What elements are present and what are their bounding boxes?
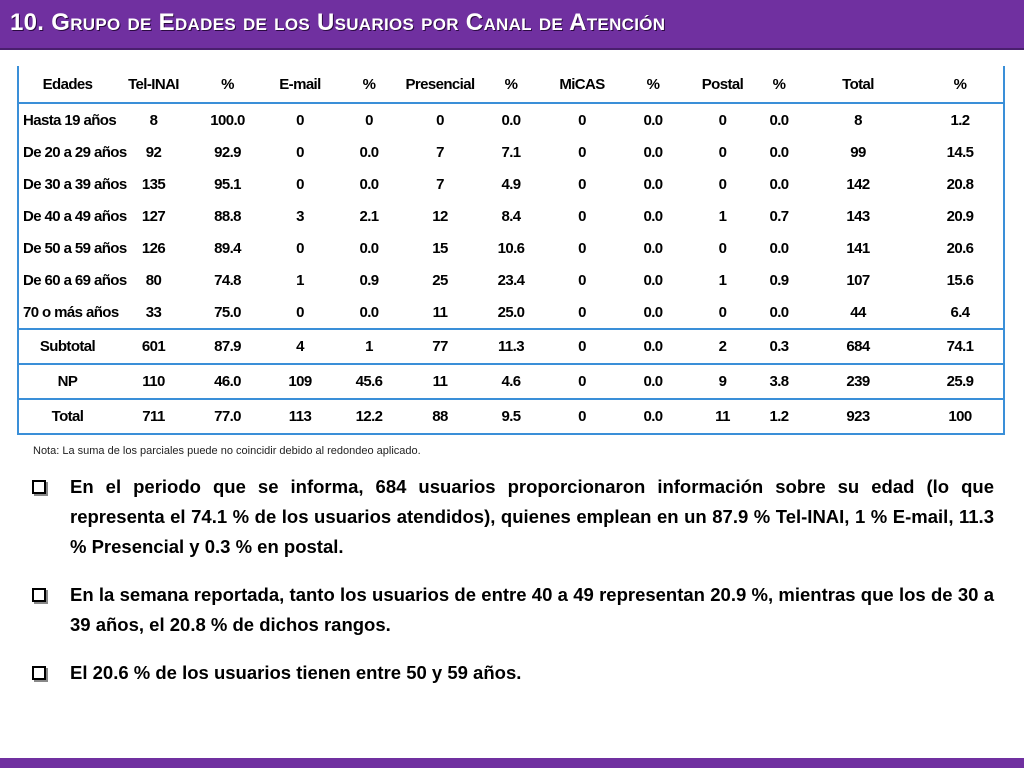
title-bar: [0, 0, 1024, 50]
table-cell: 7.1: [501, 143, 521, 161]
table-cell: 0: [718, 143, 727, 161]
table-cell: 74.8: [214, 271, 241, 289]
table-cell: 0: [718, 239, 727, 257]
checkbox-bullet-icon: [32, 666, 46, 680]
table-cell: 0: [578, 271, 586, 289]
table-cell: 92: [145, 143, 162, 161]
table-cell: 0: [718, 175, 727, 193]
table-cell: 4: [264, 329, 336, 364]
col-header-email: E-mail: [264, 66, 336, 103]
table-cell: 95.1: [214, 175, 241, 193]
bullet-list: [32, 472, 994, 706]
table-cell: 15: [432, 239, 448, 257]
table-cell: 109: [264, 364, 336, 399]
row-label-cell: De 60 a 69 años: [23, 271, 127, 289]
table-cell: 0: [296, 143, 304, 161]
table-cell: 0.7: [769, 207, 789, 225]
table-cell: 9.5: [478, 399, 544, 434]
table-row: [19, 200, 1003, 232]
row-label-cell: Total: [19, 399, 116, 434]
table-row: [19, 232, 1003, 264]
table-cell: 11: [402, 364, 478, 399]
table-cell: 0: [578, 111, 586, 129]
table-cell: 0.0: [359, 175, 379, 193]
table-cell: 684: [799, 329, 917, 364]
table-cell: 87.9: [191, 329, 264, 364]
table-cell: 0: [296, 111, 304, 129]
table-cell: 8: [149, 111, 158, 129]
col-header-pct: %: [759, 66, 799, 103]
table-cell: 0.3: [759, 329, 799, 364]
table-cell: 12: [432, 207, 448, 225]
table-cell: 1: [336, 329, 402, 364]
bullet-item: [32, 580, 994, 640]
table-cell: 0: [365, 111, 373, 129]
bullet-text: En la semana reportada, tanto los usuarios de entre 40 a 49 representan 20.9 %, mientras que los de 30 a 39 años, el 20.8 % de dichos rangos.: [70, 584, 994, 635]
table-cell: 0: [544, 329, 620, 364]
table-row: [19, 168, 1003, 200]
table-cell: 0: [544, 364, 620, 399]
table-cell: 88: [402, 399, 478, 434]
table-row: [19, 264, 1003, 296]
table-cell: 0.0: [501, 111, 521, 129]
table-row: [19, 103, 1003, 136]
table-cell: 0: [686, 296, 759, 329]
table-cell: 2.1: [359, 207, 379, 225]
table-cell: 23.4: [497, 271, 525, 289]
table-cell: 92.9: [214, 143, 241, 161]
bottom-bar: [0, 758, 1024, 768]
table-cell: 0.0: [359, 239, 379, 257]
table-cell: 1: [718, 207, 727, 225]
col-header-pct: %: [478, 66, 544, 103]
age-group-table: [17, 66, 1005, 435]
table-cell: 25.9: [917, 364, 1003, 399]
table-cell: 20.6: [946, 239, 974, 257]
row-label-cell: 70 o más años: [19, 296, 116, 329]
table-cell: 80: [145, 271, 162, 289]
bullet-text: El 20.6 % de los usuarios tienen entre 50 y 59 años.: [70, 662, 522, 683]
row-label-cell: De 50 a 59 años: [23, 239, 127, 257]
table-cell: 0: [296, 239, 304, 257]
bullet-text: En el periodo que se informa, 684 usuarios proporcionaron información sobre su edad (lo que representa el 74.1 % de los usuarios atendidos), quienes emplean en un 87.9 % Tel-INAI, 1 % E-mail, 11.3 % Presencial y 0.3 % en postal.: [70, 476, 994, 557]
table-cell: 0.0: [620, 364, 686, 399]
table-row: [19, 296, 1003, 329]
table-cell: 113: [264, 399, 336, 434]
checkbox-bullet-icon: [32, 588, 46, 602]
table-cell: 0.0: [643, 143, 663, 161]
col-header-micas: MiCAS: [544, 66, 620, 103]
col-header-edades: Edades: [19, 66, 116, 103]
table-cell: 0.0: [620, 296, 686, 329]
table-cell: 11: [686, 399, 759, 434]
table-cell: 20.9: [946, 207, 974, 225]
table-cell: 77.0: [191, 399, 264, 434]
col-header-tel-inai: Tel-INAI: [116, 66, 191, 103]
table-cell: 4.6: [478, 364, 544, 399]
table-cell: 0.0: [769, 239, 789, 257]
table-cell: 0.0: [336, 296, 402, 329]
table-cell: 25.0: [478, 296, 544, 329]
table-cell: 77: [402, 329, 478, 364]
col-header-pct: %: [336, 66, 402, 103]
table-cell: 923: [799, 399, 917, 434]
table-cell: 0.0: [769, 175, 789, 193]
table-cell: 7: [436, 175, 444, 193]
table-cell: 0: [544, 296, 620, 329]
bullet-item: [32, 658, 994, 688]
table-cell: 14.5: [946, 143, 974, 161]
row-label-cell: Subtotal: [19, 329, 116, 364]
table-cell: 0: [718, 111, 727, 129]
table-cell: 46.0: [191, 364, 264, 399]
table-cell: 0: [296, 175, 304, 193]
table-cell: 0.0: [620, 399, 686, 434]
table-cell: 3: [296, 207, 304, 225]
summary-row: [19, 364, 1003, 399]
table-cell: 99: [850, 143, 866, 161]
page-title: 10. Grupo de Edades de los Usuarios por Canal de Atención: [10, 9, 666, 36]
table-cell: 110: [116, 364, 191, 399]
table-cell: 142: [846, 175, 870, 193]
table-cell: 1.2: [759, 399, 799, 434]
table-cell: 0.0: [620, 329, 686, 364]
table-cell: 141: [846, 239, 870, 257]
checkbox-bullet-icon: [32, 480, 46, 494]
col-header-pct: %: [917, 66, 1003, 103]
table-cell: 75.0: [191, 296, 264, 329]
summary-row: [19, 329, 1003, 364]
table-cell: 2: [686, 329, 759, 364]
table-note: Nota: La suma de los parciales puede no coincidir debido al redondeo aplicado.: [33, 445, 421, 457]
table-cell: 1: [296, 271, 304, 289]
col-header-postal: Postal: [686, 66, 759, 103]
row-label-cell: De 40 a 49 años: [23, 207, 127, 225]
table-cell: 0.0: [759, 296, 799, 329]
table-cell: 1.2: [950, 111, 970, 129]
table-cell: 0.0: [643, 239, 663, 257]
table-cell: 0: [578, 239, 586, 257]
table-cell: 89.4: [214, 239, 241, 257]
table-cell: 135: [141, 175, 166, 193]
table-cell: 6.4: [917, 296, 1003, 329]
table-cell: 0: [264, 296, 336, 329]
table-cell: 0.0: [769, 111, 789, 129]
table-cell: 143: [846, 207, 870, 225]
table-cell: 0: [436, 111, 444, 129]
table-cell: 7: [436, 143, 444, 161]
table-cell: 126: [141, 239, 166, 257]
table-cell: 100: [917, 399, 1003, 434]
table-cell: 44: [799, 296, 917, 329]
table-cell: 15.6: [946, 271, 974, 289]
table-cell: 0.9: [769, 271, 789, 289]
table-cell: 74.1: [917, 329, 1003, 364]
table-cell: 12.2: [336, 399, 402, 434]
col-header-pct: %: [191, 66, 264, 103]
data-table: [19, 66, 1003, 435]
table-cell: 127: [141, 207, 166, 225]
table-cell: 8.4: [501, 207, 521, 225]
table-cell: 0.0: [643, 111, 663, 129]
row-label-cell: De 30 a 39 años: [23, 175, 127, 193]
table-cell: 11.3: [478, 329, 544, 364]
col-header-presencial: Presencial: [402, 66, 478, 103]
table-row: [19, 136, 1003, 168]
table-header-row: [19, 66, 1003, 103]
summary-row: [19, 399, 1003, 434]
table-cell: 601: [116, 329, 191, 364]
row-label-cell: Hasta 19 años: [23, 111, 117, 129]
row-label-cell: De 20 a 29 años: [23, 143, 127, 161]
table-cell: 4.9: [501, 175, 521, 193]
col-header-total: Total: [799, 66, 917, 103]
table-cell: 0.0: [643, 175, 663, 193]
bullet-item: [32, 472, 994, 562]
table-cell: 0: [578, 175, 586, 193]
table-cell: 0.0: [643, 207, 663, 225]
table-cell: 239: [799, 364, 917, 399]
table-cell: 107: [846, 271, 870, 289]
table-cell: 25: [432, 271, 448, 289]
table-cell: 0: [578, 207, 586, 225]
table-cell: 8: [854, 111, 862, 129]
table-cell: 100.0: [210, 111, 245, 129]
table-cell: 33: [116, 296, 191, 329]
table-cell: 10.6: [497, 239, 525, 257]
table-cell: 0.9: [359, 271, 379, 289]
row-label-cell: NP: [19, 364, 116, 399]
col-header-pct: %: [620, 66, 686, 103]
table-cell: 11: [402, 296, 478, 329]
table-cell: 20.8: [946, 175, 974, 193]
table-cell: 1: [718, 271, 727, 289]
table-cell: 3.8: [759, 364, 799, 399]
table-cell: 711: [116, 399, 191, 434]
table-cell: 0: [578, 143, 586, 161]
table-cell: 0: [544, 399, 620, 434]
table-cell: 88.8: [214, 207, 241, 225]
table-cell: 0.0: [643, 271, 663, 289]
table-cell: 9: [686, 364, 759, 399]
table-cell: 0.0: [359, 143, 379, 161]
table-cell: 0.0: [769, 143, 789, 161]
table-cell: 45.6: [336, 364, 402, 399]
